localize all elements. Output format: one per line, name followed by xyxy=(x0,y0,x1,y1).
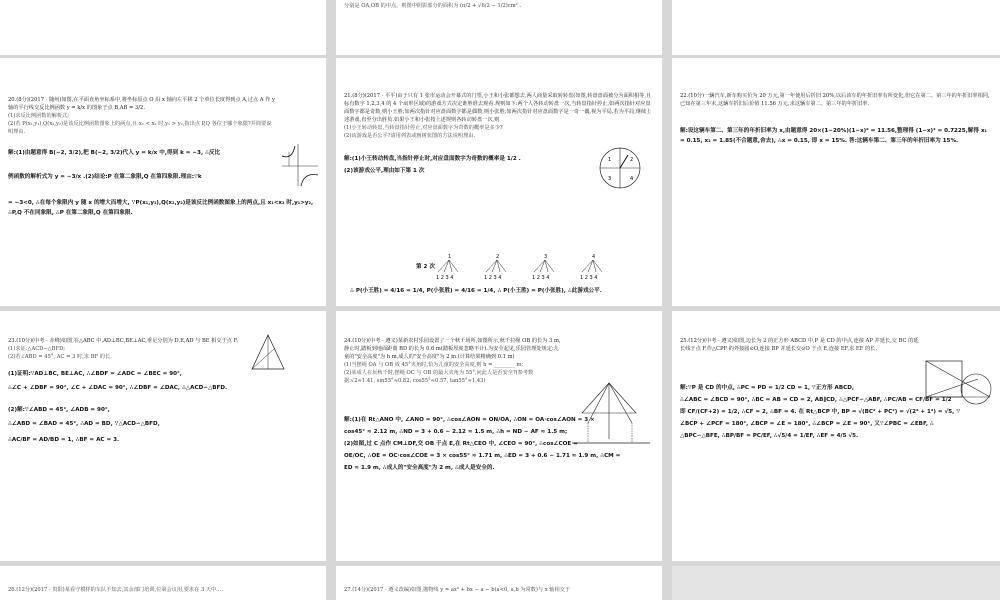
answer-21-line2: (2)该游戏公平,理由如下第 1 次 xyxy=(344,168,425,174)
tree-first-4: 4 xyxy=(592,254,596,260)
page-tile-r0c1[interactable] xyxy=(336,0,662,55)
answer-23-line3: (2)解:∵∠ABD = 45°, ∠ADB = 90°, xyxy=(8,407,110,413)
question-21-stem: 21.(8分)(2017 · 平平)由于只有 1 张市运动会开幕式的门票,小王和小张都想去,两人商量采取转转盘(如图,转盘盘面被分为面积相等,且标有数字 1,2,3,4 的 4 个扇形区域)的游戏方式决定谁胜谁去观看.规则如下:两个人各转动转盘一次,当转盘指针停止,如两次指针对应盘面数字都是奇数,则小王胜;如两次指针对应盘面数字都是偶数,则小张胜;如两次指针对应盘面数字是一奇一偶,视为平局.若为平局,继续上述游戏,直至分出胜负.如果小王和小张按上述规则各转动转盘一次,则 xyxy=(344,93,652,123)
answer-20-line3: = −3<0, ∴在每个象限内 y 随 x 的增大而增大, ∵P(x₁,y₁),Q(x₂,y₂)是该反比例函数图象上的两点,且 x₁<x₂ 时,y₁>y₂, ∴P,Q 不在同象限, ∴P 在第二象限,Q 在第四象限. xyxy=(8,200,314,216)
answer-25-line3: 即 CF/(CF+2) = 1/2, ∴CF = 2, ∴BF = 4. 在 Rt△BCP 中, BP = √(BC² + PC²) = √(2² + 1²) = √5, ∵ xyxy=(680,409,961,415)
question-24-part2: (2)某成人在玩秋千时,摆绳 OC 与 OB 的最大夹角为 55°,问此人是否安全?(参考数据:√2≈1.41, sin55°≈0.82, cos55°≈0.57, tan55°≈1.43) xyxy=(344,370,534,384)
tree-leaves-3: 1 2 3 4 xyxy=(532,275,550,281)
answer-20-line1: 解:(1)由题意得 B(−2, 3/2),把 B(−2, 3/2)代入 y = k/x 中,得到 k = −3, ∴反比 xyxy=(8,150,221,156)
question-25-stem: 25.(12分)(中考 · 遵义)如图,边长为 2 的正方形 ABCD 中,P 是 CD 的中点,连接 AP 并延长,交 BC 的延长线于点 F,作△CPF 的外接圆⊙O,连接 BP 并延长交⊙O 于点 E,连接 EF,求 EF 的长. xyxy=(680,338,919,352)
question-21-part2: (2)该游戏是否公平?请用列表或画树状图的方法说明理由. xyxy=(344,133,476,139)
tree-first-3: 3 xyxy=(544,254,548,260)
question-24-part1: (1)当摆绳 OA 与 OB 成 45°夹角时,恰为儿童的安全高度,则 h = ________ m; xyxy=(344,362,524,368)
question-21-part1: (1)小王转动转盘,当转盘指针停止,对应盘面数字为奇数的概率是多少? xyxy=(344,125,503,131)
answer-24-line5: ED ≈ 1.9 m, ∴成人的"安全高度"为 2 m, ∴成人是安全的. xyxy=(344,465,495,471)
page-tile-q25[interactable] xyxy=(672,311,1000,561)
spinner-number-3: 3 xyxy=(608,176,612,182)
hyperbola-graph xyxy=(280,142,320,188)
tree-first-2: 2 xyxy=(496,254,500,260)
question-22 xyxy=(680,92,992,108)
answer-20-line2: 例函数的解析式为 y = −3/x .(2)结论:P 在第二象限,Q 在第四象限.理由:∵k xyxy=(8,174,202,180)
question-22-stem: 22.(10分)一辆汽车,新车购买价为 20 万元,第一年使用后折旧 20%,以后该车的年折旧率有所变化,但它在第二、第三年的年折旧率相同,已知在第三年末,这辆车折旧后价值 11.56 万元,求这辆车第二、第三年的年折旧率. xyxy=(680,93,990,107)
page-tile-q21[interactable] xyxy=(336,58,662,306)
answer-23-line5: ∴AC/BF = AD/BD = 1, ∴BF = AC = 3. xyxy=(8,437,120,443)
question-20-part2: (2)若 P(x₁,y₁),Q(x₂,y₂)是该反比例函数图象上的两点,且 x₁ < x₂ 时,y₁ > y₂,指出点 P,Q 各位于哪个象限?并简要说明理由. xyxy=(8,121,272,135)
answer-25-line1: 解:∵P 是 CD 的中点, ∴PC = PD = 1/2 CD = 1, ∵正方形 ABCD, xyxy=(680,385,855,391)
swing-diagram xyxy=(564,379,654,449)
page-tile-q20[interactable] xyxy=(0,58,326,306)
question-26-stem: 26.(12分)(2017 · 贵阳)某看守模样的车队不知去,其余部门培训,位第会议用,要求在 3 天中.... xyxy=(8,587,223,593)
tree-leaves-2: 1 2 3 4 xyxy=(484,275,502,281)
question-21 xyxy=(344,92,654,140)
page-tile-q23[interactable] xyxy=(0,311,326,561)
answer-25-line5: △BPC∽△BFE, ∴BP/BF = PC/EF, ∴√5/4 = 1/EF, ∴EF = 4/5 √5. xyxy=(680,433,859,439)
spinner-number-1: 1 xyxy=(608,157,612,163)
question-23-part2: (2)若∠ABD = 45°, AC = 3 时,求 BF 的长. xyxy=(8,354,112,360)
answer-21-line1: 解:(1)小王转动转盘,当指针停止时,对应盘面数字为奇数的概率是 1/2 . xyxy=(344,156,521,162)
question-25 xyxy=(680,337,992,353)
answer-23 xyxy=(8,369,318,445)
answer-24-line3: (2)如图,过 C 点作 CM⊥DF,交 OB 于点 E,在 Rt△CEO 中, ∠CEO = 90°, ∴cos∠COE = xyxy=(344,441,578,447)
question-23-stem: 23.(10分)(中考 · 赤峰)如图,在△ABC 中,AD⊥BC,BE⊥AC,垂足分别为 D,E,AD 与 BE 相交于点 F. xyxy=(8,338,239,344)
tree-leaves-4: 1 2 3 4 xyxy=(580,275,598,281)
spinner-number-2: 2 xyxy=(630,157,634,163)
question-23-part1: (1)求证:△ACD∽△BFD; xyxy=(8,346,65,352)
page-tile-q26[interactable] xyxy=(0,566,326,600)
answer-25-line2: ∴∠ABC = ∠BCD = 90°, ∴BC = AB = CD = 2, AB∥CD, ∴△PCF∽△ABF, ∴PC/AB = CF/BF = 1/2 xyxy=(680,397,952,403)
square-circle-diagram xyxy=(922,355,994,407)
answer-22: 解:设这辆车第二、第三年的年折旧率为 x,由题意得 20×(1−20%)(1−x)² = 11.56,整理得 (1−x)² = 0.7225,解得 x₁ = 0.15, x₂ = 1.85(不合题意,舍去), ∴x = 0.15, 即 x = 15%. 答:这辆车第二、第三年的年折旧率为 15%. xyxy=(680,128,988,144)
answer-23-line4: ∴∠ABD = ∠BAD = 45°, ∴AD = BD, ∵△ACD∽△BFD, xyxy=(8,421,160,427)
spinner-diagram xyxy=(598,146,642,190)
answer-24-line1: 解:(1)在 Rt△ANO 中, ∠ANO = 90°, ∴cos∠AON = ON/OA, ∴ON = OA·cos∠AON = 3 × xyxy=(344,417,595,423)
question-20 xyxy=(8,96,318,136)
page-tile-empty xyxy=(672,566,1000,600)
question-24 xyxy=(344,337,654,385)
previous-answer-tail: 分别是 OA,OB 的中点，则图中阴影部分的面积为 (π/2 + √6/2 − 1/2)cm² . xyxy=(344,3,522,9)
page-tile-r0c0[interactable] xyxy=(0,0,326,55)
question-24-stem: 24.(10分)(中考 · 遵义)某新农村乐园设置了一个秋千场所,如图所示,秋千拉绳 OB 的长为 3 m,静止时,踏板到地面距离 BD 的长为 0.6 m(踏板厚度忽略不计).为安全起见,乐园管理处规定:儿童的"安全高度"为 h m,成人的"安全高度"为 2 m.(计算结果精确到 0.1 m) xyxy=(344,338,561,360)
tree-leaves-1: 1 2 3 4 xyxy=(436,275,454,281)
spinner-number-4: 4 xyxy=(630,176,634,182)
page-tile-r0c2[interactable] xyxy=(672,0,1000,55)
answer-20 xyxy=(8,148,318,218)
answer-21-line3: ∴ P(小王胜) = 4/16 = 1/4, P(小张胜) = 4/16 = 1/4, ∴ P(小王胜) = P(小张胜), ∴此游戏公平. xyxy=(350,288,602,294)
question-20-part1: (1)求反比例函数的解析式; xyxy=(8,113,69,119)
question-27-stem: 27.(14分)(2017 · 遵义改编)如图,抛物线 y = ax² + bx − a − b(a<0, a,b 为常数)与 x 轴相交于 xyxy=(344,587,571,593)
page-tile-q22[interactable] xyxy=(672,58,1000,306)
answer-25-line4: ∠BCP + ∠PCF = 180°, ∠BCP = ∠E = 180°, ∴∠BCP = ∠E = 90°, 又∵∠PBC = ∠EBF, ∴ xyxy=(680,421,934,427)
tree-first-1: 1 xyxy=(448,254,452,260)
tree-diagram xyxy=(426,252,626,282)
answer-23-line2: ∴∠C + ∠DBF = 90°, ∠C + ∠DAC = 90°, ∴∠DBF = ∠DAC, ∴△ACD∽△BFD. xyxy=(8,385,228,391)
answer-23-line1: (1)证明:∵AD⊥BC, BE⊥AC, ∴∠BDF = ∠ADC = ∠BEC = 90°, xyxy=(8,371,182,377)
answer-24-line2: cos45° ≈ 2.12 m, ∴ND = 3 + 0.6 − 2.12 ≈ 1.5 m, ∴h = ND − AF ≈ 1.5 m; xyxy=(344,429,568,435)
tree-second-label: 第 2 次 xyxy=(416,264,435,270)
question-20-stem: 20.(8分)(2017 · 随州)如图,在平面直角坐标系中,将坐标原点 O 沿 x 轴向左平移 2 个单位长度得到点 A,过点 A 作 y 轴的平行线交反比例函数 y = k/x 的图象于点 B,AB = 3/2. xyxy=(8,97,275,111)
page-tile-q27[interactable] xyxy=(336,566,662,600)
page-tile-q24[interactable] xyxy=(336,311,662,561)
answer-24-line4: OE/OC, ∴OE = OC·cos∠COE = 3 × cos55° ≈ 1.71 m, ∴ED = 3 + 0.6 − 1.71 ≈ 1.9 m, ∴CM = xyxy=(344,453,621,459)
triangle-diagram xyxy=(248,333,288,373)
